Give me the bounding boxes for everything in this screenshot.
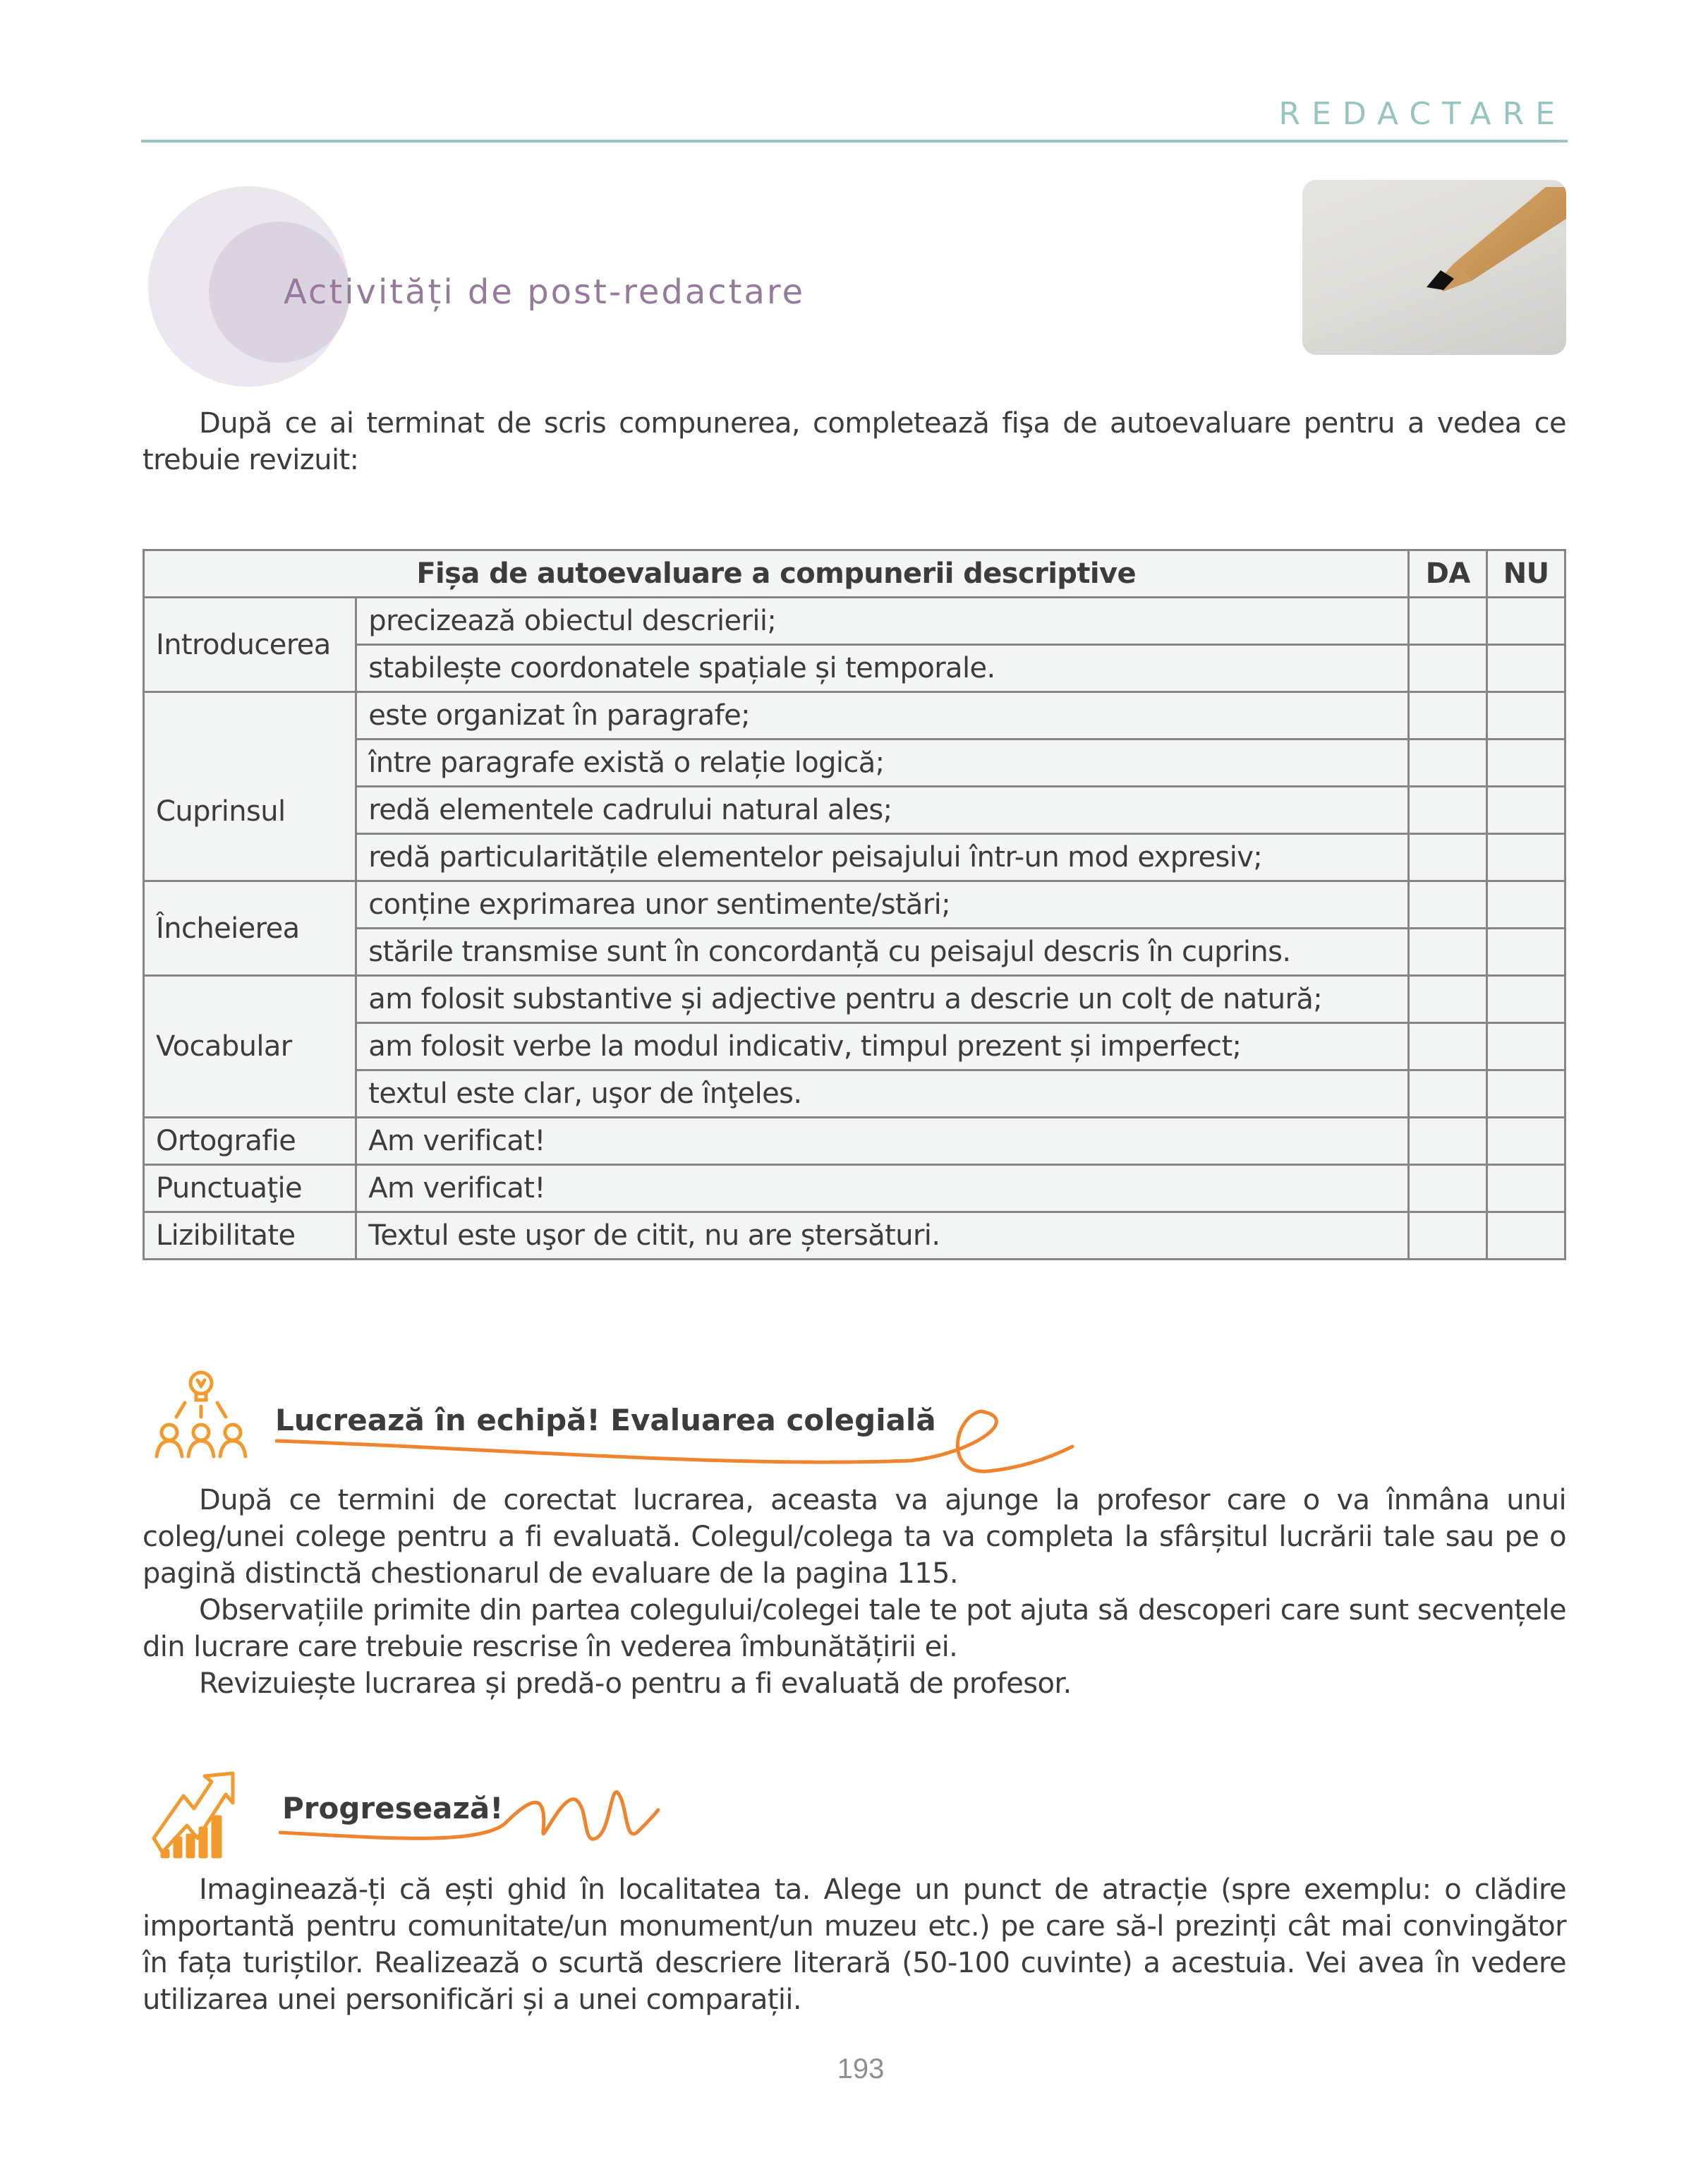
yes-checkbox-cell[interactable]	[1409, 1212, 1487, 1260]
no-checkbox-cell[interactable]	[1487, 881, 1565, 929]
self-evaluation-table	[143, 549, 1566, 1260]
category-cell: Punctuaţie	[144, 1165, 356, 1212]
no-checkbox-cell[interactable]	[1487, 787, 1565, 834]
category-cell: Lizibilitate	[144, 1212, 356, 1260]
category-cell: Ortografie	[144, 1118, 356, 1165]
category-cell: Vocabular	[144, 976, 356, 1118]
no-checkbox-cell[interactable]	[1487, 1023, 1565, 1070]
table-row	[144, 929, 1565, 976]
intro-paragraph	[143, 405, 1566, 478]
yes-checkbox-cell[interactable]	[1409, 1070, 1487, 1118]
no-checkbox-cell[interactable]	[1487, 1165, 1565, 1212]
yes-checkbox-cell[interactable]	[1409, 692, 1487, 740]
header-divider	[141, 140, 1568, 143]
table-row	[144, 787, 1565, 834]
category-cell: Încheierea	[144, 881, 356, 976]
teamwork-title: Lucrează în echipă! Evaluarea colegială	[275, 1403, 936, 1437]
progress-title: Progresează!	[282, 1791, 504, 1825]
intro-text: După ce ai terminat de scris compunerea, completează fişa de autoevaluare pentru a vedea ce trebuie revizuit:	[143, 407, 1566, 476]
teamwork-paragraph: După ce termini de corectat lucrarea, aceasta va ajunge la profesor care o va înmâna unui coleg/unei colege pentru a fi evaluată. Colegul/colega ta va completa la sfârșitul lucrării tale sau pe o pagină distinctă chestionarul de evaluare de la pagina 115.	[143, 1484, 1566, 1590]
table-header-row	[144, 550, 1565, 598]
team-idea-icon	[148, 1368, 254, 1459]
criterion-cell: precizează obiectul descrierii;	[356, 598, 1409, 645]
criterion-cell: este organizat în paragrafe;	[356, 692, 1409, 740]
yes-checkbox-cell[interactable]	[1409, 787, 1487, 834]
pencil-photo	[1302, 180, 1566, 355]
table-title: Fișa de autoevaluare a compunerii descriptive	[144, 550, 1409, 598]
criterion-cell: Am verificat!	[356, 1118, 1409, 1165]
yes-checkbox-cell[interactable]	[1409, 645, 1487, 692]
criterion-cell: stabilește coordonatele spațiale și temporale.	[356, 645, 1409, 692]
no-checkbox-cell[interactable]	[1487, 929, 1565, 976]
table-row	[144, 1165, 1565, 1212]
no-checkbox-cell[interactable]	[1487, 740, 1565, 787]
criterion-cell: stările transmise sunt în concordanță cu peisajul descris în cuprins.	[356, 929, 1409, 976]
column-yes: DA	[1409, 550, 1487, 598]
no-checkbox-cell[interactable]	[1487, 1070, 1565, 1118]
table-row	[144, 598, 1565, 645]
pencil-icon	[1302, 180, 1566, 355]
criterion-cell: Textul este uşor de citit, nu are ștersături.	[356, 1212, 1409, 1260]
table-row	[144, 1023, 1565, 1070]
yes-checkbox-cell[interactable]	[1409, 598, 1487, 645]
orange-swash-underline	[275, 1404, 1079, 1482]
no-checkbox-cell[interactable]	[1487, 645, 1565, 692]
yes-checkbox-cell[interactable]	[1409, 1023, 1487, 1070]
yes-checkbox-cell[interactable]	[1409, 834, 1487, 881]
orange-scribble-underline	[279, 1789, 660, 1852]
yes-checkbox-cell[interactable]	[1409, 929, 1487, 976]
criterion-cell: între paragrafe există o relație logică;	[356, 740, 1409, 787]
category-cell: Introducerea	[144, 598, 356, 692]
running-header: REDACTARE	[1278, 96, 1566, 132]
table-row	[144, 1118, 1565, 1165]
yes-checkbox-cell[interactable]	[1409, 1165, 1487, 1212]
criterion-cell: textul este clar, uşor de înţeles.	[356, 1070, 1409, 1118]
yes-checkbox-cell[interactable]	[1409, 976, 1487, 1023]
no-checkbox-cell[interactable]	[1487, 834, 1565, 881]
criterion-cell: redă elementele cadrului natural ales;	[356, 787, 1409, 834]
teamwork-paragraph: Observațiile primite din partea colegului/colegei tale te pot ajuta să descoperi care sunt secvențele din lucrare care trebuie rescrise în vederea îmbunătățirii ei.	[143, 1594, 1566, 1663]
table-row	[144, 976, 1565, 1023]
no-checkbox-cell[interactable]	[1487, 692, 1565, 740]
criterion-cell: conține exprimarea unor sentimente/stări;	[356, 881, 1409, 929]
column-no: NU	[1487, 550, 1565, 598]
teamwork-body	[143, 1482, 1566, 1702]
criterion-cell: redă particularitățile elementelor peisajului într-un mod expresiv;	[356, 834, 1409, 881]
category-cell: Cuprinsul	[144, 692, 356, 881]
no-checkbox-cell[interactable]	[1487, 1118, 1565, 1165]
table-row	[144, 1070, 1565, 1118]
criterion-cell: Am verificat!	[356, 1165, 1409, 1212]
growth-chart-icon	[148, 1768, 243, 1859]
table-row	[144, 1212, 1565, 1260]
progress-body	[143, 1871, 1566, 2018]
yes-checkbox-cell[interactable]	[1409, 881, 1487, 929]
section-title: Activități de post-redactare	[284, 272, 806, 312]
table-row	[144, 881, 1565, 929]
yes-checkbox-cell[interactable]	[1409, 1118, 1487, 1165]
page-number: 193	[837, 2053, 885, 2084]
no-checkbox-cell[interactable]	[1487, 976, 1565, 1023]
teamwork-paragraph: Revizuiește lucrarea și predă-o pentru a fi evaluată de profesor.	[199, 1667, 1072, 1700]
table-row	[144, 645, 1565, 692]
table-row	[144, 740, 1565, 787]
criterion-cell: am folosit substantive și adjective pentru a descrie un colț de natură;	[356, 976, 1409, 1023]
table-row	[144, 692, 1565, 740]
criterion-cell: am folosit verbe la modul indicativ, timpul prezent și imperfect;	[356, 1023, 1409, 1070]
progress-paragraph: Imaginează-ți că ești ghid în localitatea ta. Alege un punct de atracție (spre exemplu: o clădire importantă pentru comunitate/un monument/un muzeu etc.) pe care să-l prezinți cât mai convingător în fața turiștilor. Realizează o scurtă descriere literară (50-100 cuvinte) a acestuia. Vei avea în vedere utilizarea unei personificări și a unei comparații.	[143, 1873, 1566, 2016]
no-checkbox-cell[interactable]	[1487, 1212, 1565, 1260]
no-checkbox-cell[interactable]	[1487, 598, 1565, 645]
table-row	[144, 834, 1565, 881]
yes-checkbox-cell[interactable]	[1409, 740, 1487, 787]
